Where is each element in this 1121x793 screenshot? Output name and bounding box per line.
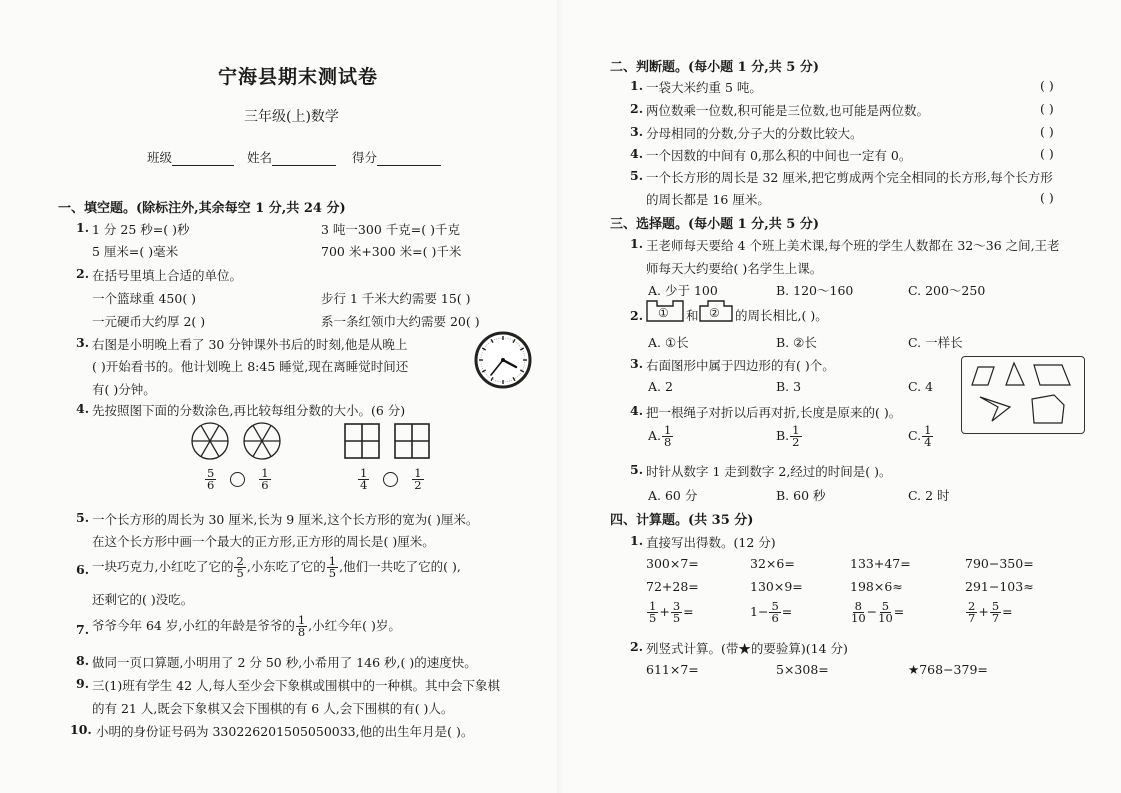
- fraction-1-6: $\frac{1}{6}$: [261, 466, 269, 492]
- vertical-calc-item[interactable]: 611×7=: [646, 662, 699, 677]
- q5-line-2: 在这个长方形中画一个最大的正方形,正方形的周长是( )厘米。: [92, 534, 435, 549]
- fraction-1-8: $\frac{1}{8}$: [664, 423, 672, 449]
- q1-number: 1.: [76, 220, 90, 235]
- tf-item-5-text-line-2: 的周长都是 16 厘米。: [646, 192, 770, 207]
- tf-item-2-number: 2.: [630, 101, 644, 116]
- clock-icon: [473, 330, 533, 390]
- tf-item-5-text: 一个长方形的周长是 32 厘米,把它剪成两个完全相同的长方形,每个长方形: [646, 170, 1053, 185]
- mc-q2-option-a[interactable]: A. ①长: [648, 335, 689, 350]
- class-label: 班级: [147, 150, 173, 165]
- fraction-1-5: $\frac{1}{5}$: [328, 554, 337, 580]
- shape-1-icon: ①: [645, 299, 685, 321]
- fraction-1-4: $\frac{1}{4}$: [360, 466, 368, 492]
- shape-2-icon: ②: [698, 299, 734, 321]
- q4-text: 先按照图下面的分数涂色,再比较每组分数的大小。(6 分): [92, 403, 406, 418]
- q3-line-3: 有( )分钟。: [92, 382, 156, 397]
- q5-line-1: 一个长方形的周长为 30 厘米,长为 9 厘米,这个长方形的宽为( )厘米。: [92, 512, 479, 527]
- fraction-1-2: $\frac{1}{2}$: [414, 466, 422, 492]
- q3-line-2: ( )开始看书的。他计划晚上 8:45 睡觉,现在离睡觉时间还: [92, 359, 409, 374]
- class-blank[interactable]: [172, 151, 234, 166]
- q10-number: 10.: [70, 722, 92, 737]
- mc-q1-line-2: 师每天大约要给( )名学生上课。: [646, 261, 823, 276]
- mc-q1-option-c[interactable]: C. 200～250: [908, 283, 986, 298]
- calc-q2-number: 2.: [630, 639, 644, 654]
- calc-item[interactable]: 32×6=: [750, 556, 795, 571]
- compare-circle[interactable]: [230, 472, 245, 487]
- calc-fraction-item[interactable]: $\frac{2}{7}$ + $\frac{5}{7}$ =: [968, 599, 1013, 625]
- tf-item-4-number: 4.: [630, 146, 644, 161]
- q8-text: 做同一页口算题,小明用了 2 分 50 秒,小希用了 146 秒,( )的速度快。: [92, 655, 477, 670]
- q7-text: 爷爷今年 64 岁,小红的年龄是爷爷的 $\frac{1}{8}$ ,小红今年( )岁。: [92, 613, 401, 639]
- fraction-1-2: $\frac{1}{2}$: [792, 423, 800, 449]
- q2-number: 2.: [76, 266, 90, 281]
- q6-line-1: 一块巧克力,小红吃了它的 $\frac{2}{5}$ ,小东吃了它的 $\frac{1}{5}$ ,他们一共吃了它的( ),: [92, 554, 461, 580]
- mc-q2-number: 2.: [630, 308, 644, 323]
- q6-line-2: 还剩它的( )没吃。: [92, 592, 194, 607]
- q9-line-2: 的有 21 人,既会下象棋又会下围棋的有 6 人,会下围棋的有( )人。: [92, 701, 454, 716]
- mc-q4-option-c[interactable]: C. $\frac{1}{4}$: [908, 423, 932, 449]
- class-field[interactable]: [147, 148, 234, 166]
- mc-q5-text: 时针从数字 1 走到数字 2,经过的时间是( )。: [646, 464, 892, 479]
- calc-q1-text: 直接写出得数。(12 分): [646, 535, 776, 550]
- calc-fraction-item[interactable]: $\frac{1}{5}$ + $\frac{3}{5}$ =: [649, 599, 694, 625]
- square-quarters-icon: [343, 422, 433, 460]
- q4-number: 4.: [76, 401, 90, 416]
- mc-q3-option-a[interactable]: A. 2: [648, 379, 673, 394]
- q5-number: 5.: [76, 510, 90, 525]
- exam-subtitle: 三年级(上)数学: [244, 109, 339, 125]
- score-blank[interactable]: [377, 151, 441, 166]
- name-blank[interactable]: [272, 151, 336, 166]
- tf-item-2-answer[interactable]: ( ): [1040, 101, 1054, 116]
- tf-item-5-number: 5.: [630, 168, 644, 183]
- fraction-5-6: $\frac{5}{6}$: [207, 466, 215, 492]
- q4-compare-2[interactable]: [357, 468, 425, 491]
- name-label: 姓名: [247, 150, 273, 165]
- q4-compare-1[interactable]: [204, 468, 272, 491]
- calc-item[interactable]: 198×6≈: [850, 579, 903, 594]
- score-field[interactable]: [352, 148, 441, 166]
- page-fold-shadow: [557, 0, 563, 793]
- tf-item-1-answer[interactable]: ( ): [1040, 78, 1054, 93]
- tf-item-1-number: 1.: [630, 78, 644, 93]
- q6-number: 6.: [76, 562, 90, 577]
- tf-item-4-answer[interactable]: ( ): [1040, 146, 1054, 161]
- circle-sixths-icon: [190, 421, 284, 461]
- tf-item-3-number: 3.: [630, 124, 644, 139]
- calc-q2-text: 列竖式计算。(带★的要验算)(14 分): [646, 641, 848, 656]
- q1-part-a: 1 分 25 秒=( )秒: [92, 222, 190, 237]
- vertical-calc-item[interactable]: ★768−379=: [908, 662, 988, 677]
- q3-number: 3.: [76, 335, 90, 350]
- tf-item-5-answer[interactable]: ( ): [1040, 190, 1054, 205]
- mc-q5-option-c[interactable]: C. 2 时: [908, 488, 950, 503]
- mc-q3-option-b[interactable]: B. 3: [776, 379, 802, 394]
- q2-text: 在括号里填上合适的单位。: [92, 268, 243, 283]
- q7-number: 7.: [76, 622, 90, 637]
- tf-item-4-text: 一个因数的中间有 0,那么积的中间也一定有 0。: [646, 148, 912, 163]
- mc-q4-text: 把一根绳子对折以后再对折,长度是原来的( )。: [646, 405, 902, 420]
- calc-item[interactable]: 300×7=: [646, 556, 699, 571]
- shapes-icon: [962, 357, 1084, 433]
- exam-title: 宁海县期末测试卷: [218, 66, 379, 88]
- mc-q3-option-c[interactable]: C. 4: [908, 379, 934, 394]
- fraction-1-4: $\frac{1}{4}$: [924, 423, 932, 449]
- shapes-figure: [961, 356, 1085, 434]
- tf-item-3-answer[interactable]: ( ): [1040, 124, 1054, 139]
- mc-q5-number: 5.: [630, 462, 644, 477]
- section-4-heading: 四、计算题。(共 35 分): [610, 513, 754, 528]
- mc-q3-text: 右面图形中属于四边形的有( )个。: [646, 358, 835, 373]
- q9-number: 9.: [76, 676, 90, 691]
- name-field[interactable]: [247, 148, 336, 166]
- q1-part-d: 700 米+300 米=( )千米: [321, 244, 462, 259]
- section-1-heading: 一、填空题。(除标注外,其余每空 1 分,共 24 分): [58, 201, 346, 216]
- calc-fraction-item[interactable]: 1− $\frac{5}{6}$ =: [750, 599, 793, 625]
- mc-q4-option-b[interactable]: B. $\frac{1}{2}$: [776, 423, 800, 449]
- q1-part-b: 3 吨一300 千克=( )千克: [321, 222, 460, 237]
- tf-item-3-text: 分母相同的分数,分子大的分数比较大。: [646, 126, 863, 141]
- q2-part-b: 步行 1 千米大约需要 15( ): [321, 291, 471, 306]
- score-label: 得分: [352, 150, 378, 165]
- vertical-calc-item[interactable]: 5×308=: [776, 662, 829, 677]
- fraction-2-5: $\frac{2}{5}$: [236, 554, 244, 580]
- q2-part-c: 一元硬币大约厚 2( ): [92, 314, 206, 329]
- q1-part-c: 5 厘米=( )毫米: [92, 244, 179, 259]
- mc-q1-number: 1.: [630, 236, 644, 251]
- tf-item-1-text: 一袋大米约重 5 吨。: [646, 80, 762, 95]
- mc-q2-and: 和: [686, 308, 699, 323]
- mc-q3-number: 3.: [630, 356, 644, 371]
- section-2-heading: 二、判断题。(每小题 1 分,共 5 分): [610, 60, 820, 75]
- calc-fraction-item[interactable]: $\frac{8}{10}$ − $\frac{5}{10}$ =: [851, 599, 905, 625]
- q2-part-d: 系一条红领巾大约需要 20( ): [321, 314, 480, 329]
- calc-item[interactable]: 133+47=: [850, 556, 911, 571]
- q9-line-1: 三(1)班有学生 42 人,每人至少会下象棋或围棋中的一种棋。其中会下象棋: [92, 678, 501, 693]
- q2-part-a: 一个篮球重 450( ): [92, 291, 197, 306]
- mc-q4-number: 4.: [630, 403, 644, 418]
- fraction-1-8: $\frac{1}{8}$: [297, 613, 306, 639]
- mc-q2-option-c[interactable]: C. 一样长: [908, 335, 963, 350]
- q3-line-1: 右图是小明晚上看了 30 分钟课外书后的时刻,他是从晚上: [92, 337, 408, 352]
- compare-circle[interactable]: [383, 472, 398, 487]
- mc-q5-option-b[interactable]: B. 60 秒: [776, 488, 826, 503]
- mc-q2-option-b[interactable]: B. ②长: [776, 335, 817, 350]
- mc-q5-option-a[interactable]: A. 60 分: [648, 488, 698, 503]
- mc-q1-option-a[interactable]: A. 少于 100: [648, 283, 718, 298]
- mc-q4-option-a[interactable]: A. $\frac{1}{8}$: [648, 423, 672, 449]
- calc-item[interactable]: 72+28=: [646, 579, 699, 594]
- tf-item-2-text: 两位数乘一位数,积可能是三位数,也可能是两位数。: [646, 103, 929, 118]
- section-3-heading: 三、选择题。(每小题 1 分,共 5 分): [610, 217, 820, 232]
- mc-q1-option-b[interactable]: B. 120～160: [776, 283, 854, 298]
- q10-text: 小明的身份证号码为 330226201505050033,他的出生年月是( )。: [96, 724, 474, 739]
- mc-q1-line-1: 王老师每天要给 4 个班上美术课,每个班的学生人数都在 32～36 之间,王老: [646, 238, 1060, 253]
- q8-number: 8.: [76, 653, 90, 668]
- calc-item[interactable]: 130×9=: [750, 579, 803, 594]
- mc-q2-text: 的周长相比,( )。: [735, 308, 828, 323]
- calc-item[interactable]: 291−103≈: [965, 579, 1034, 594]
- calc-q1-number: 1.: [630, 533, 644, 548]
- calc-item[interactable]: 790−350=: [965, 556, 1034, 571]
